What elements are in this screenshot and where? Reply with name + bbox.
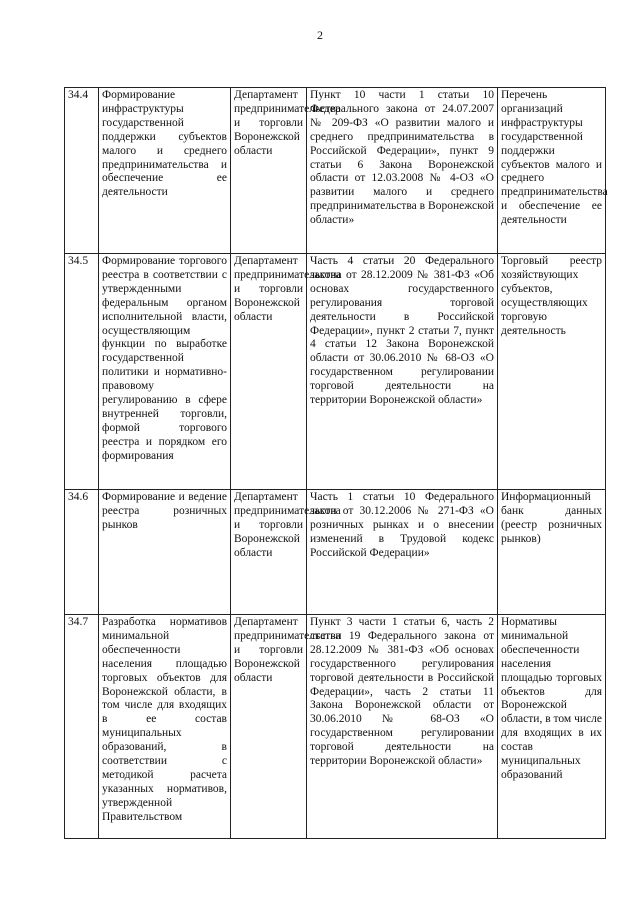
row-number: 34.4	[65, 88, 99, 254]
result: Перечень организаций инфраструктуры государственной поддержки субъектов малого и среднего предпринимательства и обеспечение ее деятельности	[498, 88, 606, 254]
executor: Департамент предпринимательства и торговли Воронежской области	[231, 490, 307, 615]
table-row	[65, 254, 606, 490]
table-row	[65, 490, 606, 615]
executor: Департамент предпринимательства и торговли Воронежской области	[231, 615, 307, 839]
executor: Департамент предпринимательства и торговли Воронежской области	[231, 254, 307, 490]
row-number: 34.7	[65, 615, 99, 839]
page-number: 2	[317, 28, 323, 42]
power-name: Формирование инфраструктуры государственной поддержки субъектов малого и среднего предпринимательства и обеспечение ее деятельности	[99, 88, 231, 254]
power-name: Разработка нормативов минимальной обеспеченности населения площадью торговых объектов для Воронежской области, в том числе для входящих в ее состав муниципальных образований, в соответствии с методикой расчета указанных нормативов, утвержденной Правительством	[99, 615, 231, 839]
legal-basis: Пункт 10 части 1 статьи 10 Федерального закона от 24.07.2007 № 209-ФЗ «О развитии малого и среднего предпринимательства в Российской Федерации», пункт 9 статьи 6 Закона Воронежской области от 12.03.2008 № 4-ОЗ «О развитии малого и среднего предпринимательства в Воронежской области»	[307, 88, 498, 254]
row-number: 34.6	[65, 490, 99, 615]
result: Нормативы минимальной обеспеченности населения площадью торговых объектов для Воронежской области, в том числе для входящих в их состав муниципальных образований	[498, 615, 606, 839]
result: Информационный банк данных (реестр розничных рынков)	[498, 490, 606, 615]
table-row	[65, 88, 606, 254]
authorities-table	[64, 87, 606, 839]
power-name: Формирование торгового реестра в соответствии с утвержденными федеральным органом исполнительной власти, осуществляющим функции по выработке государственной политики и нормативно-правовому регулированию в сфере внутренней торговли, формой торгового реестра и порядком его формирования	[99, 254, 231, 490]
legal-basis: Часть 1 статьи 10 Федерального закон от 30.12.2006 № 271-ФЗ «О розничных рынках и о внесении изменений в Трудовой кодекс Российской Федерации»	[307, 490, 498, 615]
executor: Департамент предпринимательства и торговли Воронежской области	[231, 88, 307, 254]
row-number: 34.5	[65, 254, 99, 490]
table-row	[65, 615, 606, 839]
power-name: Формирование и ведение реестра розничных рынков	[99, 490, 231, 615]
result: Торговый реестр хозяйствующих субъектов, осуществляющих торговую деятельность	[498, 254, 606, 490]
legal-basis: Часть 4 статьи 20 Федерального закона от 28.12.2009 № 381-ФЗ «Об основах государственного регулирования торговой деятельности в Российской Федерации», пункт 2 статьи 7, пункт 4 статьи 12 Закона Воронежской области от 30.06.2010 № 68-ОЗ «О государственном регулировании торговой деятельности на территории Воронежской области»	[307, 254, 498, 490]
legal-basis: Пункт 3 части 1 статьи 6, часть 2 статьи 19 Федерального закона от 28.12.2009 № 381-ФЗ «Об основах государственного регулирования торговой деятельности в Российской Федерации», часть 2 статьи 11 Закона Воронежской области от 30.06.2010 № 68-ОЗ «О государственном регулировании торговой деятельности на территории Воронежской области»	[307, 615, 498, 839]
